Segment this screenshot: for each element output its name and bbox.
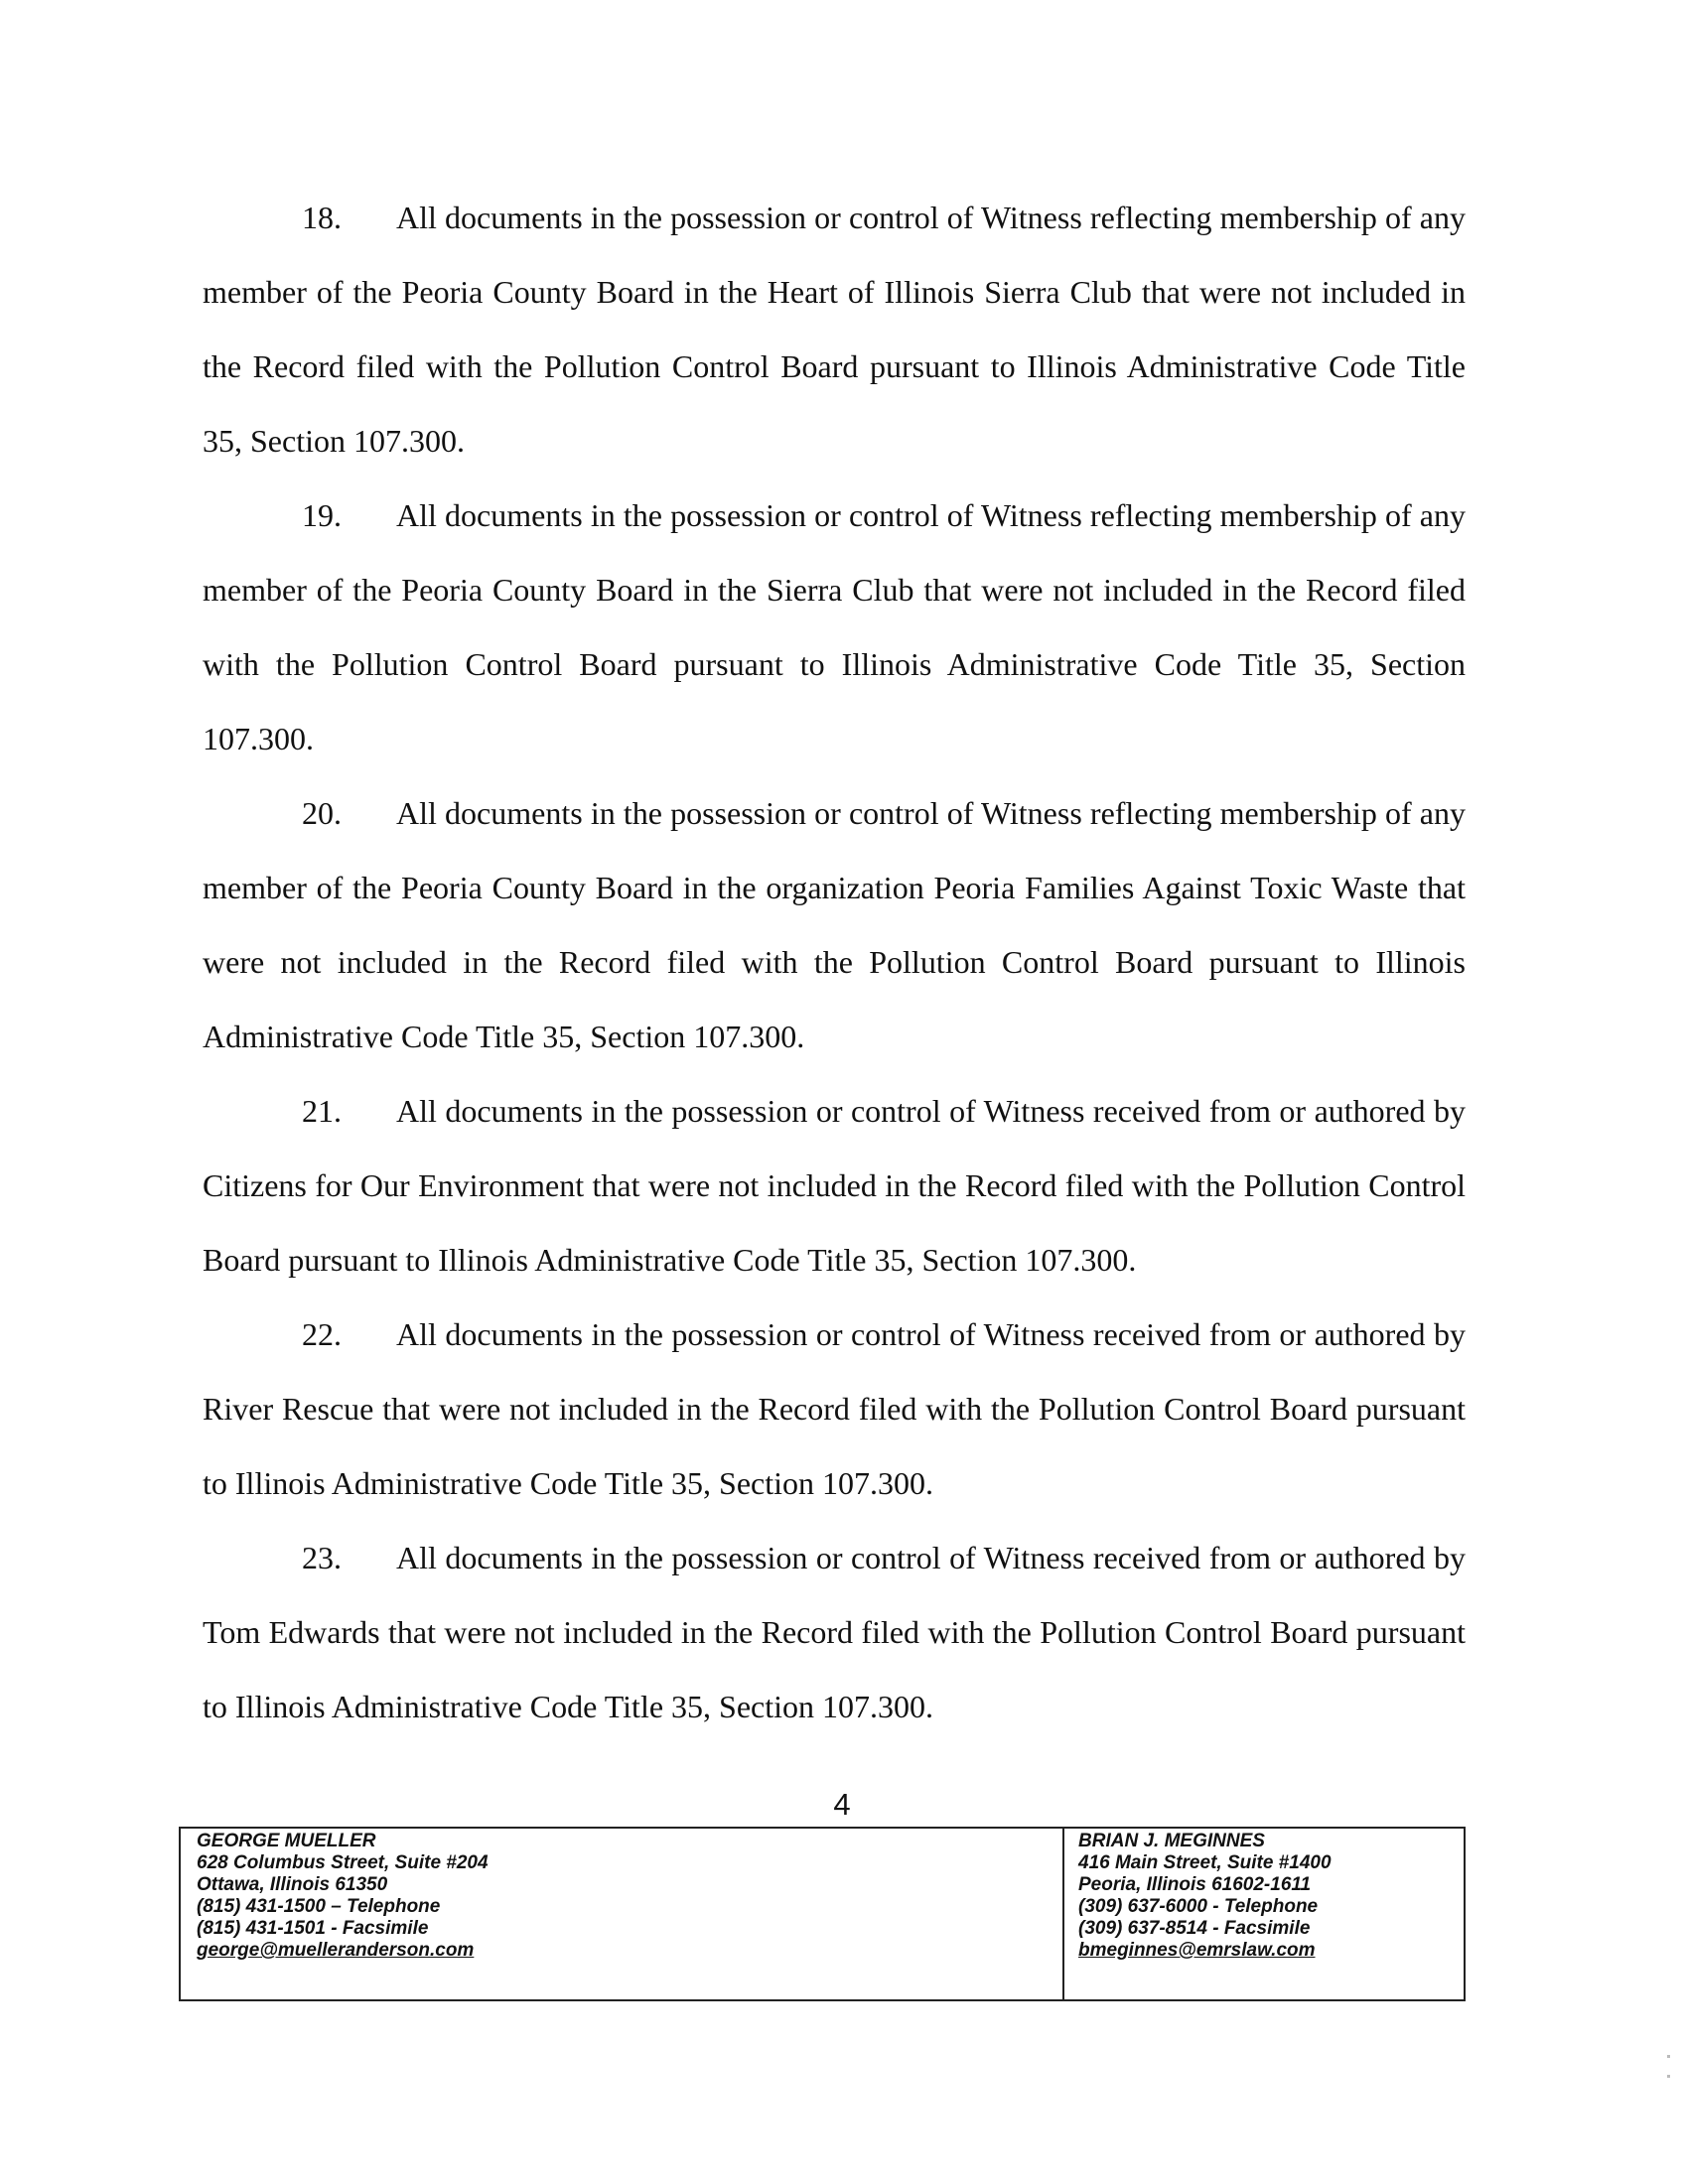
paragraph-22	[203, 1297, 1466, 1521]
paragraph-number: 18.	[302, 200, 342, 235]
paragraph-text: All documents in the possession or control of Witness reflecting membership of any member of the Peoria County Board in the Sierra Club that were not included in the Record filed with the Pollution Control Board pursuant to Illinois Administrative Code Title 35, Section 107.300.	[203, 497, 1466, 756]
counsel-address-line2: Ottawa, Illinois 61350	[197, 1874, 388, 1895]
counsel-email-link[interactable]: george@muelleranderson.com	[197, 1940, 475, 1961]
paragraph-number: 21.	[302, 1093, 342, 1129]
counsel-email-link[interactable]: bmeginnes@emrslaw.com	[1078, 1940, 1316, 1961]
paragraph-text: All documents in the possession or control of Witness received from or authored by Tom Edwards that were not included in the Record filed with the Pollution Control Board pursuant to Illinois Administrative Code Title 35, Section 107.300.	[203, 1540, 1466, 1724]
paragraph-text: All documents in the possession or control of Witness reflecting membership of any member of the Peoria County Board in the organization Peoria Families Against Toxic Waste that were not included in the Record filed with the Pollution Control Board pursuant to Illinois Administrative Code Title 35, Section 107.300.	[203, 795, 1466, 1054]
page-number: 4	[833, 1787, 851, 1822]
counsel-telephone: (309) 637-6000 - Telephone	[1078, 1896, 1319, 1917]
counsel-facsimile: (815) 431-1501 - Facsimile	[197, 1918, 429, 1939]
counsel-name: BRIAN J. MEGINNES	[1078, 1831, 1265, 1851]
paragraph-19	[203, 478, 1466, 776]
counsel-name: GEORGE MUELLER	[197, 1831, 376, 1851]
paragraph-text: All documents in the possession or control of Witness reflecting membership of any member of the Peoria County Board in the Heart of Illinois Sierra Club that were not included in the Record filed with the Pollution Control Board pursuant to Illinois Administrative Code Title 35, Section 107.300.	[203, 200, 1466, 459]
paragraph-18	[203, 181, 1466, 478]
paragraph-21	[203, 1074, 1466, 1297]
document-body	[203, 181, 1466, 1744]
counsel-address-line2: Peoria, Illinois 61602-1611	[1078, 1874, 1312, 1895]
counsel-telephone: (815) 431-1500 – Telephone	[197, 1896, 441, 1917]
footer-right-counsel	[1064, 1829, 1464, 1999]
counsel-facsimile: (309) 637-8514 - Facsimile	[1078, 1918, 1311, 1939]
footer-left-counsel	[181, 1829, 1064, 1999]
paragraph-20	[203, 776, 1466, 1074]
scan-mark	[1667, 2075, 1670, 2078]
counsel-address-line1: 628 Columbus Street, Suite #204	[197, 1852, 489, 1873]
scan-mark	[1667, 2055, 1670, 2058]
paragraph-text: All documents in the possession or control of Witness received from or authored by Citizens for Our Environment that were not included in the Record filed with the Pollution Control Board pursuant to Illinois Administrative Code Title 35, Section 107.300.	[203, 1093, 1466, 1278]
paragraph-number: 22.	[302, 1316, 342, 1352]
counsel-address-line1: 416 Main Street, Suite #1400	[1078, 1852, 1332, 1873]
paragraph-23	[203, 1521, 1466, 1744]
paragraph-text: All documents in the possession or control of Witness received from or authored by River Rescue that were not included in the Record filed with the Pollution Control Board pursuant to Illinois Administrative Code Title 35, Section 107.300.	[203, 1316, 1466, 1501]
paragraph-number: 19.	[302, 497, 342, 533]
paragraph-number: 20.	[302, 795, 342, 831]
counsel-footer-table	[179, 1827, 1466, 2001]
paragraph-number: 23.	[302, 1540, 342, 1575]
